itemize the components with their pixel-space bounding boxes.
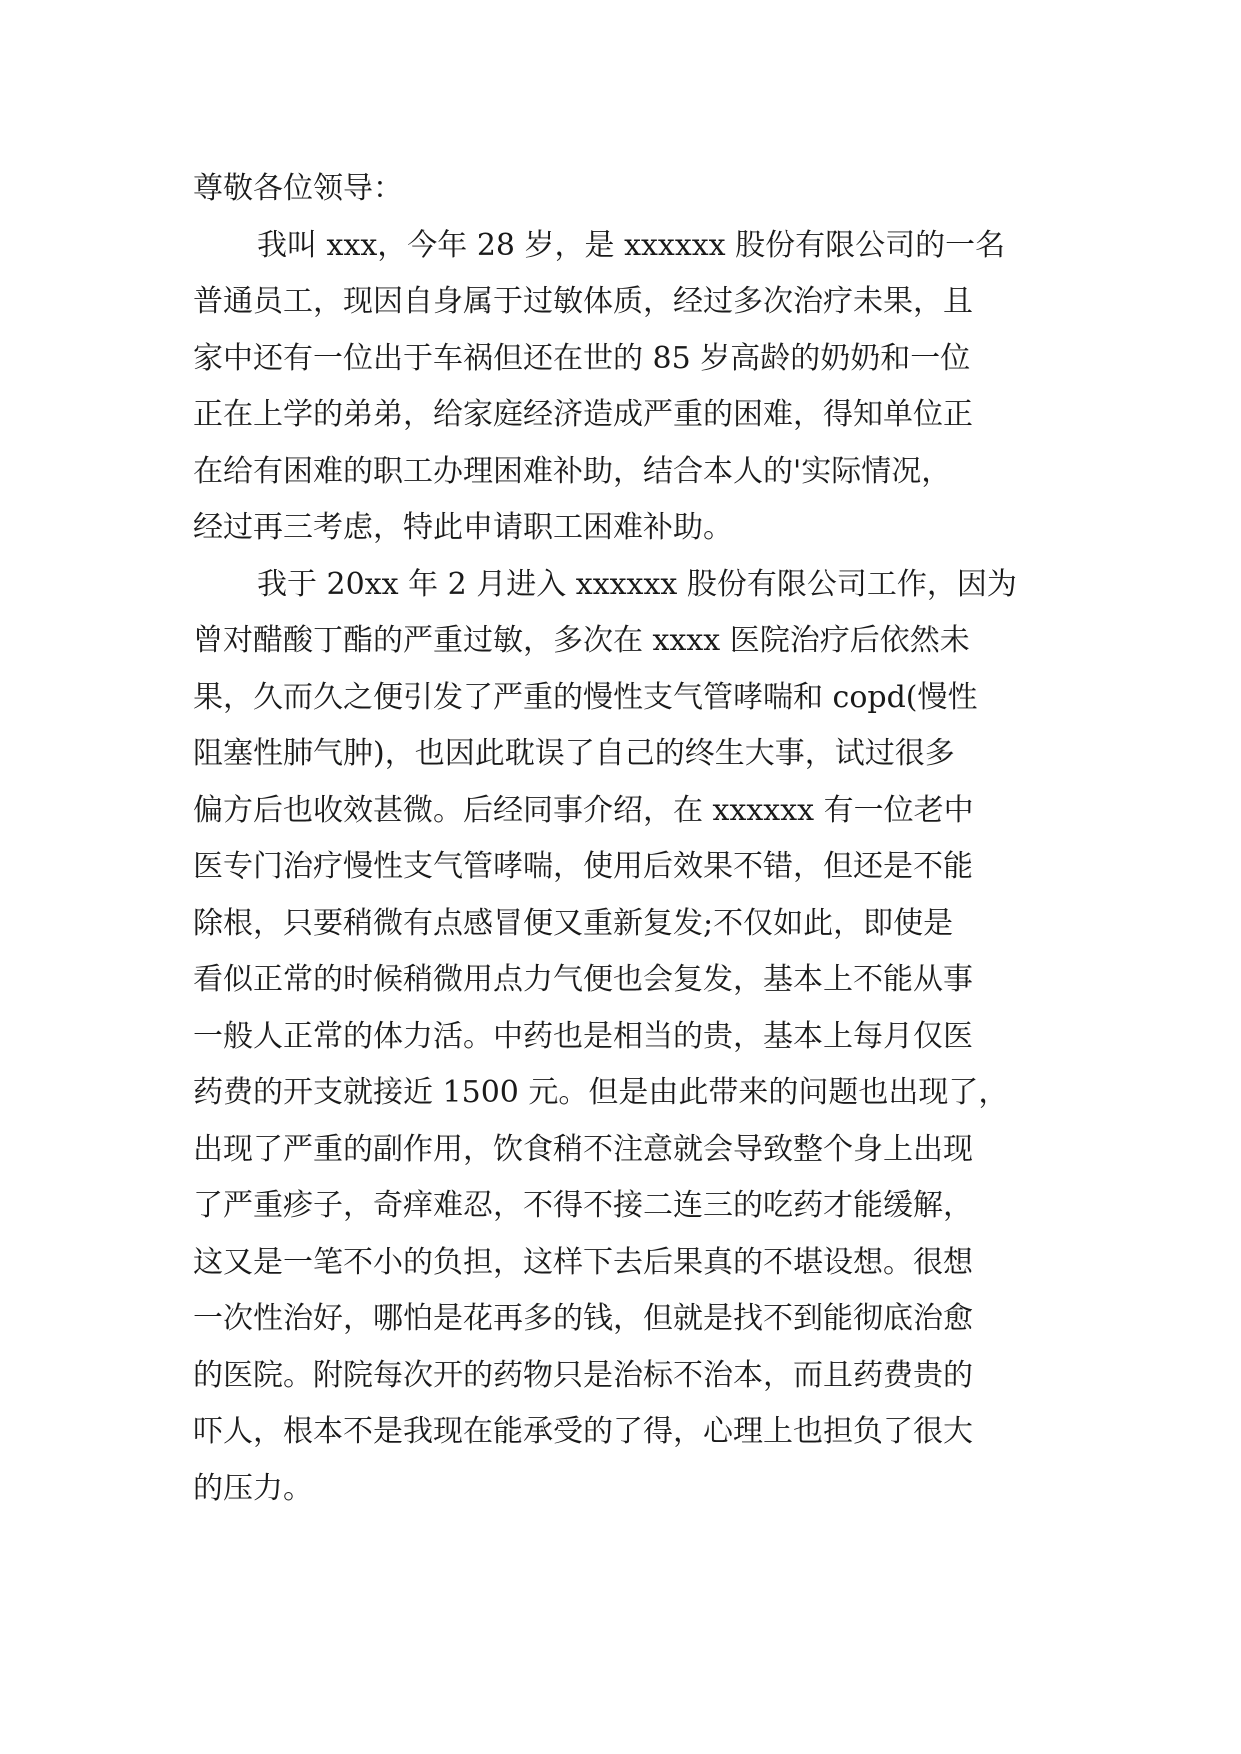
paragraph-line: 一次性治好，哪怕是花再多的钱，但就是找不到能彻底治愈	[193, 1301, 973, 1336]
paragraph-line: 出现了严重的副作用，饮食稍不注意就会导致整个身上出现	[193, 1131, 973, 1167]
paragraph-line: 吓人，根本不是我现在能承受的了得，心理上也担负了很大	[193, 1414, 973, 1449]
paragraph-line: 普通员工，现因自身属于过敏体质，经过多次治疗未果，且	[193, 284, 973, 319]
paragraph-2	[193, 557, 1053, 1518]
paragraph-line: 曾对醋酸丁酯的严重过敏，多次在 xxxx 医院治疗后依然未	[193, 623, 970, 658]
paragraph-line: 阻塞性肺气肿)，也因此耽误了自己的终生大事，试过很多	[193, 736, 955, 771]
paragraph-line: 我叫 xxx，今年 28 岁，是 xxxxxx 股份有限公司的一名	[257, 227, 1006, 263]
paragraph-line: 的医院。附院每次开的药物只是治标不治本，而且药费贵的	[193, 1357, 973, 1393]
paragraph-line: 这又是一笔不小的负担，这样下去后果真的不堪设想。很想	[193, 1244, 973, 1280]
paragraph-line: 看似正常的时候稍微用点力气便也会复发，基本上不能从事	[193, 962, 973, 997]
paragraph-line: 了严重疹子，奇痒难忍，不得不接二连三的吃药才能缓解，	[193, 1188, 973, 1223]
salutation: 尊敬各位领导：	[193, 171, 403, 206]
letter-body	[193, 161, 1053, 1517]
paragraph-line: 正在上学的弟弟，给家庭经济造成严重的困难，得知单位正	[193, 397, 973, 432]
paragraph-line: 药费的开支就接近 1500 元。但是由此带来的问题也出现了，	[193, 1075, 1009, 1110]
paragraph-line: 在给有困难的职工办理困难补助，结合本人的'实际情况，	[193, 453, 952, 489]
paragraph-line: 我于 20xx 年 2 月进入 xxxxxx 股份有限公司工作，因为	[257, 566, 1017, 602]
paragraph-line: 除根，只要稍微有点感冒便又重新复发;不仅如此，即使是	[193, 905, 954, 941]
paragraph-line: 一般人正常的体力活。中药也是相当的贵，基本上每月仅医	[193, 1018, 973, 1054]
paragraph-line: 果，久而久之便引发了严重的慢性支气管哮喘和 copd(慢性	[193, 679, 978, 715]
paragraph-1	[193, 218, 1053, 557]
paragraph-line: 偏方后也收效甚微。后经同事介绍，在 xxxxxx 有一位老中	[193, 792, 974, 828]
paragraph-line: 的压力。	[193, 1470, 313, 1506]
paragraph-line: 医专门治疗慢性支气管哮喘，使用后效果不错，但还是不能	[193, 849, 973, 884]
paragraph-line: 家中还有一位出于车祸但还在世的 85 岁高龄的奶奶和一位	[193, 340, 971, 376]
paragraph-line: 经过再三考虑，特此申请职工困难补助。	[193, 510, 733, 545]
